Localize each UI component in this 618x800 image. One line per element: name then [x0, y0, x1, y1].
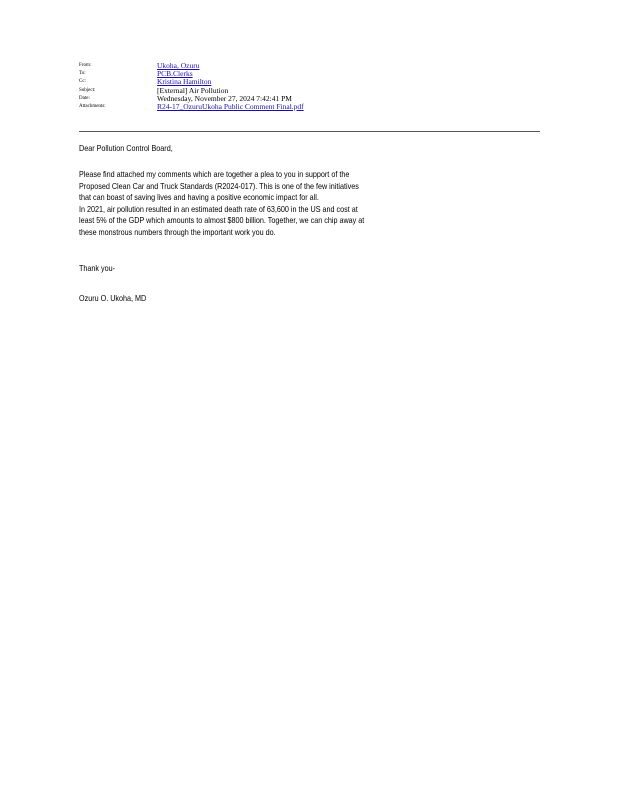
body-line: Please find attached my comments which are together a plea to you in support of the	[79, 170, 350, 179]
subject-row	[79, 87, 540, 95]
body-line: these monstrous numbers through the important work you do.	[79, 227, 276, 237]
signature: Ozuru O. Ukoha, MD	[79, 294, 147, 303]
body-paragraph	[79, 169, 364, 238]
closing: Thank you-	[79, 264, 116, 273]
email-header	[79, 62, 540, 111]
subject-value: [External] Air Pollution	[157, 85, 229, 95]
from-row	[79, 62, 540, 70]
from-label: From:	[79, 63, 92, 68]
date-row	[79, 95, 540, 103]
attachment-link[interactable]: R24-17_OzuruUkoha Public Comment Final.pdf	[157, 101, 304, 111]
date-value: Wednesday, November 27, 2024 7:42:41 PM	[157, 93, 292, 103]
attachments-label: Attachments:	[79, 103, 106, 109]
to-row	[79, 70, 540, 78]
cc-row	[79, 78, 540, 86]
greeting: Dear Pollution Control Board,	[79, 144, 173, 153]
body-line: that can boast of saving lives and having a positive economic impact for all.	[79, 193, 319, 202]
to-link[interactable]: PCB.Clerks	[157, 69, 193, 79]
date-label: Date:	[79, 95, 90, 101]
cc-link[interactable]: Kristina Hamilton	[157, 77, 212, 87]
cc-label: Cc:	[79, 79, 86, 85]
to-label: To:	[79, 71, 86, 77]
body-line: Proposed Clean Car and Truck Standards (R2024-017). This is one of the few initiatives	[79, 181, 359, 191]
from-link[interactable]: Ukoha, Ozuru	[157, 61, 200, 70]
body-line: In 2021, air pollution resulted in an estimated death rate of 63,600 in the US and cost at	[79, 204, 358, 214]
subject-label: Subject:	[79, 87, 96, 93]
header-divider	[79, 131, 540, 132]
attachments-row	[79, 103, 540, 111]
body-line: least 5% of the GDP which amounts to almost $800 billion. Together, we can chip away at	[79, 216, 365, 225]
